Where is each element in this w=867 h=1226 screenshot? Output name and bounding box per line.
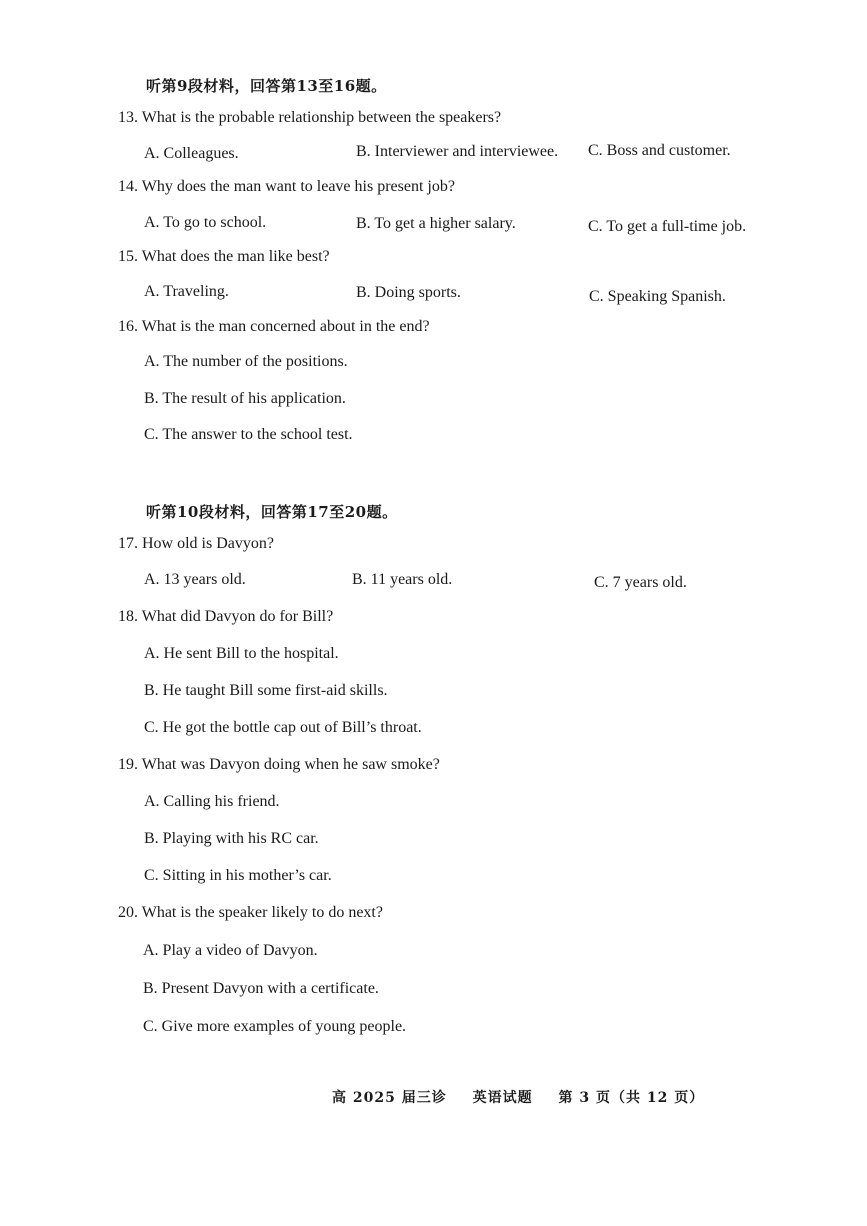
question-18-option-c: C. He got the bottle cap out of Bill’s throat. <box>144 719 422 736</box>
question-17-stem: 17. How old is Davyon? <box>118 535 274 552</box>
question-18-stem: 18. What did Davyon do for Bill? <box>118 608 334 625</box>
question-20-option-c: C. Give more examples of young people. <box>143 1018 407 1035</box>
question-15-stem: 15. What does the man like best? <box>118 248 330 265</box>
question-13-option-c: C. Boss and customer. <box>588 142 731 159</box>
question-20-option-b: B. Present Davyon with a certificate. <box>143 980 379 997</box>
question-17-option-b: B. 11 years old. <box>352 571 453 588</box>
question-19-option-a: A. Calling his friend. <box>144 793 280 810</box>
section-10-heading: 听第10段材料，回答第17至20题。 <box>146 503 398 521</box>
question-16-option-a: A. The number of the positions. <box>144 353 348 370</box>
question-13-option-b: B. Interviewer and interviewee. <box>356 143 559 160</box>
question-17-option-c: C. 7 years old. <box>594 574 687 591</box>
question-14-option-b: B. To get a higher salary. <box>356 215 516 232</box>
question-16-stem: 16. What is the man concerned about in the end? <box>118 318 430 335</box>
question-17-option-a: A. 13 years old. <box>144 571 246 588</box>
question-15-option-c: C. Speaking Spanish. <box>589 288 726 305</box>
question-18-option-a: A. He sent Bill to the hospital. <box>144 645 339 662</box>
question-19-option-c: C. Sitting in his mother’s car. <box>144 867 332 884</box>
question-13-option-a: A. Colleagues. <box>144 145 239 162</box>
question-19-option-b: B. Playing with his RC car. <box>144 830 319 847</box>
footer-exam-name: 高 2025 届三诊 <box>332 1090 447 1106</box>
question-14-stem: 14. Why does the man want to leave his present job? <box>118 178 455 195</box>
question-18-option-b: B. He taught Bill some first-aid skills. <box>144 682 388 699</box>
question-15-option-a: A. Traveling. <box>144 283 229 300</box>
question-15-option-b: B. Doing sports. <box>356 284 461 301</box>
question-14-option-a: A. To go to school. <box>144 214 267 231</box>
question-20-stem: 20. What is the speaker likely to do next? <box>118 904 383 921</box>
question-16-option-b: B. The result of his application. <box>144 390 346 407</box>
footer-page-number: 第 3 页（共 12 页） <box>558 1090 705 1106</box>
page-footer <box>332 1088 724 1108</box>
footer-subject: 英语试题 <box>472 1090 533 1106</box>
question-16-option-c: C. The answer to the school test. <box>144 426 353 443</box>
question-13-stem: 13. What is the probable relationship between the speakers? <box>118 109 502 126</box>
question-20-option-a: A. Play a video of Davyon. <box>143 942 318 959</box>
question-14-option-c: C. To get a full-time job. <box>588 218 747 235</box>
section-9-heading: 听第9段材料，回答第13至16题。 <box>146 77 387 95</box>
question-19-stem: 19. What was Davyon doing when he saw smoke? <box>118 756 440 773</box>
